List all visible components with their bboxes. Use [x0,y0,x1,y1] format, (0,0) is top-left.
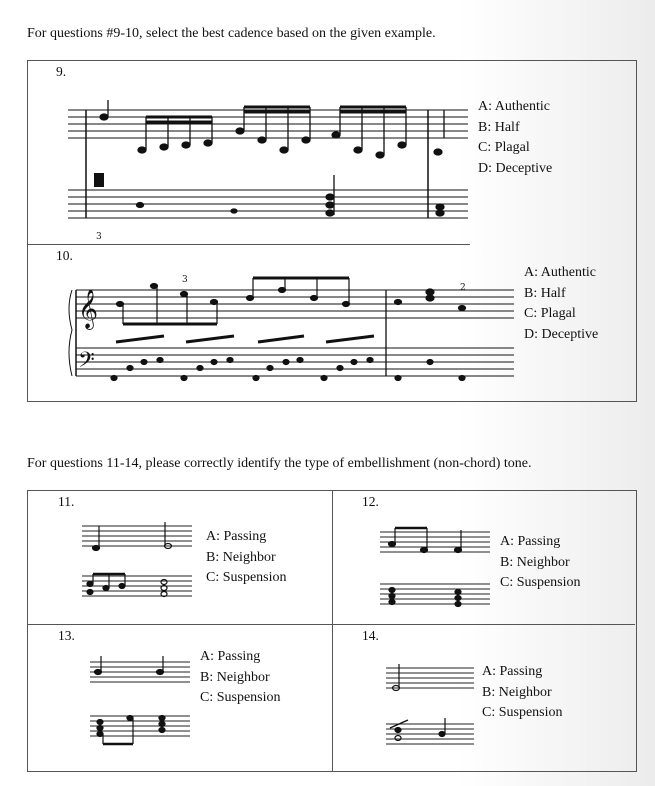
options-q12 [500,532,581,594]
options-q9 [478,97,552,179]
option-c[interactable]: C: Suspension [500,575,581,590]
options-q14 [482,662,563,724]
option-b[interactable]: B: Half [524,285,566,301]
option-d[interactable]: D: Deceptive [478,160,553,176]
music-excerpt-q9 [68,95,468,243]
option-c[interactable]: C: Suspension [206,570,287,585]
music-excerpt-q11 [82,518,202,610]
option-a[interactable]: A: Passing [482,664,543,679]
grid-horizontal-divider [28,624,635,625]
music-excerpt-q14 [386,658,482,754]
option-b[interactable]: B: Neighbor [500,554,570,570]
option-c[interactable]: C: Suspension [482,705,563,720]
fingering-mark: 2 [460,283,466,293]
question-divider [28,244,470,245]
grid-vertical-divider [332,490,333,771]
question-number-10: 10. [56,248,73,263]
options-q10 [524,263,598,345]
option-d[interactable]: D: Deceptive [524,326,599,342]
svg-text:3: 3 [96,232,102,242]
option-a[interactable]: A: Passing [206,529,267,544]
options-q13 [200,647,281,709]
option-a[interactable]: A: Authentic [524,265,596,280]
instruction-cadence: For questions #9-10, select the best cadence based on the given example. [27,26,436,41]
option-b[interactable]: B: Neighbor [206,549,276,565]
options-q11 [206,527,287,589]
option-b[interactable]: B: Neighbor [200,669,270,685]
question-number-12: 12. [362,494,379,509]
question-number-9: 9. [56,64,67,79]
instruction-embellishment: For questions 11-14, please correctly identify the type of embellishment (non-chord) tone. [27,456,532,471]
music-excerpt-q10 [64,268,524,390]
question-number-13: 13. [58,628,75,643]
option-a[interactable]: A: Passing [500,534,561,549]
question-number-11: 11. [58,494,75,509]
option-c[interactable]: C: Suspension [200,690,281,705]
tuplet-mark: 3 [182,275,188,285]
option-c[interactable]: C: Plagal [524,306,576,321]
svg-text:𝄢: 𝄢 [78,348,95,378]
question-number-14: 14. [362,628,379,643]
option-c[interactable]: C: Plagal [478,140,530,155]
music-excerpt-q13 [90,652,200,748]
option-a[interactable]: A: Passing [200,649,261,664]
option-b[interactable]: B: Half [478,119,520,135]
option-a[interactable]: A: Authentic [478,99,550,114]
music-excerpt-q12 [380,522,498,614]
option-b[interactable]: B: Neighbor [482,684,552,700]
svg-text:𝄞: 𝄞 [78,289,99,329]
